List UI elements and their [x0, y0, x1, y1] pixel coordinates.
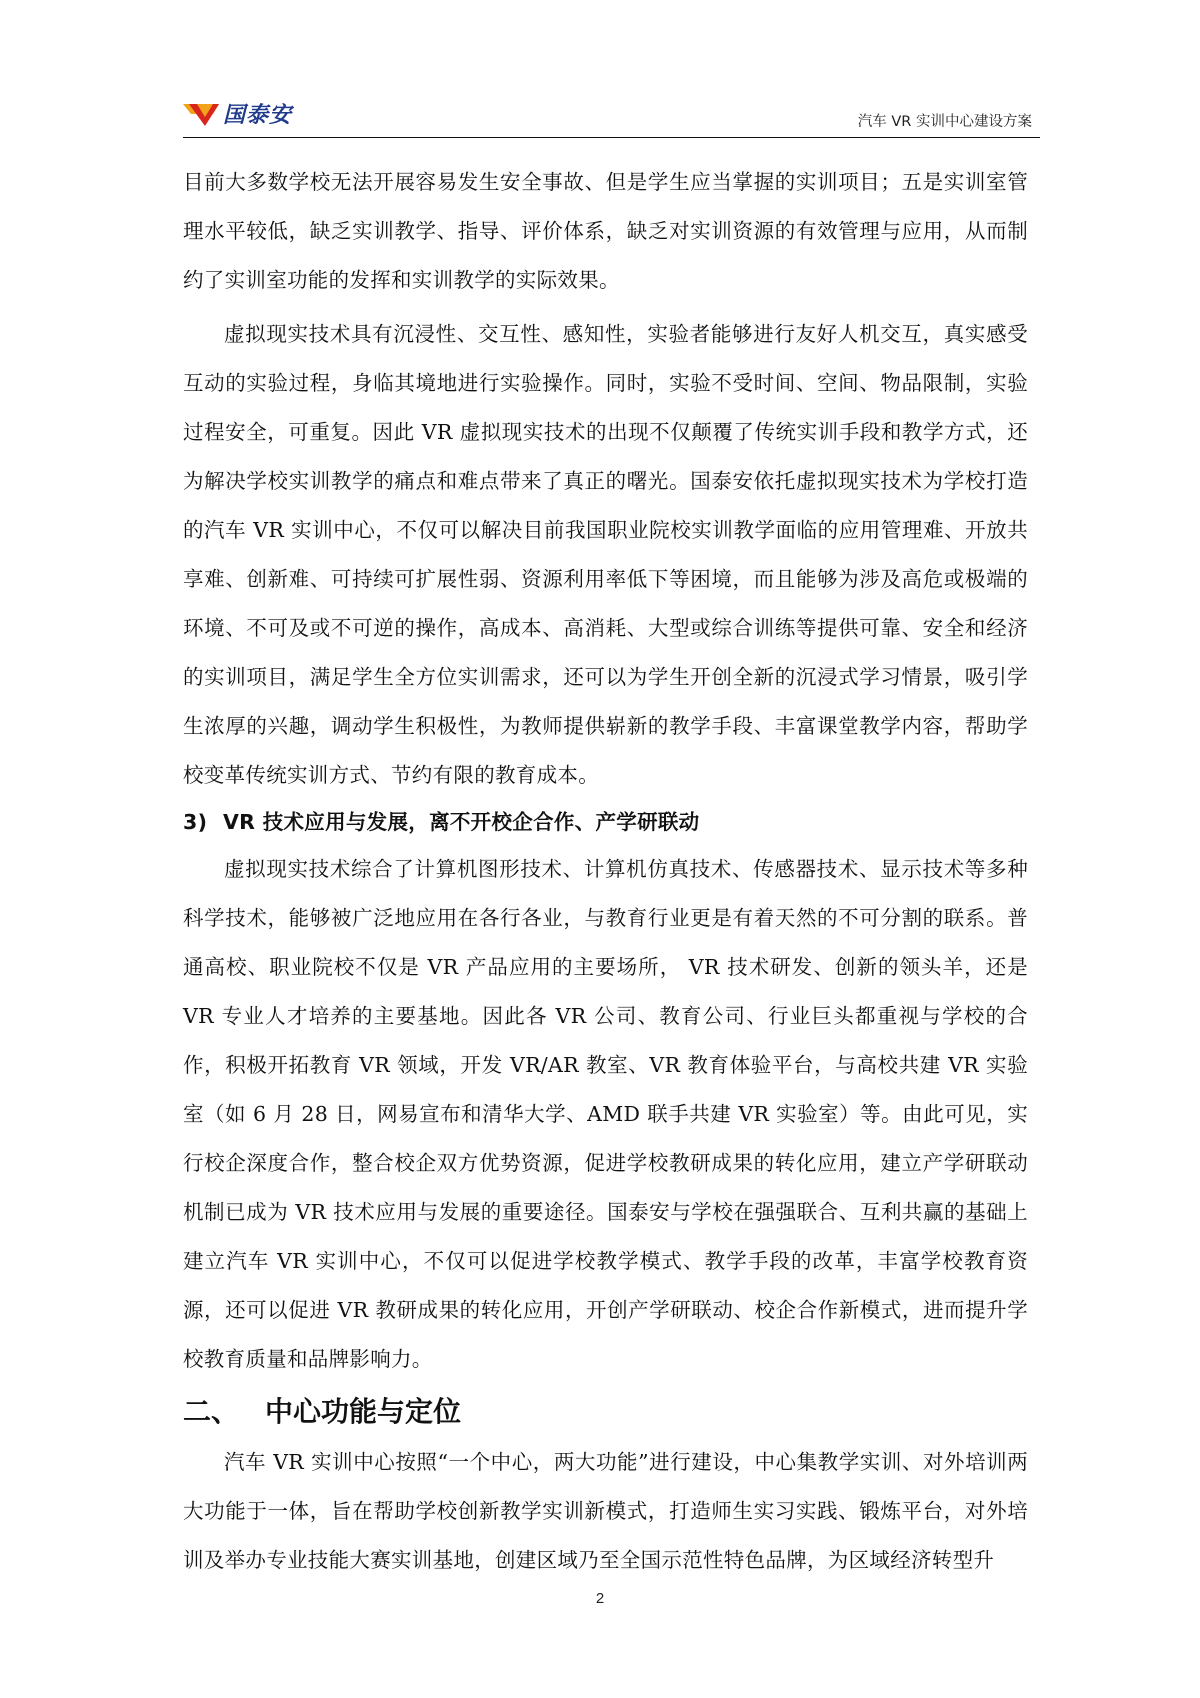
page-number: 2: [595, 1590, 605, 1607]
section-number: 二、: [183, 1395, 240, 1428]
logo-text: 国泰安: [223, 102, 293, 128]
company-logo: [183, 96, 292, 130]
logo-chevron-icon: [183, 98, 219, 128]
paragraph-4: 汽车 VR 实训中心按照“一个中心，两大功能”进行建设，中心集教学实训、对外培训两大功能于一体，旨在帮助学校创新教学实训新模式，打造师生实习实践、锻炼平台，对外培训及举办专业技能大赛实训基地，创建区域乃至全国示范性特色品牌，为区域经济转型升: [183, 1450, 1028, 1572]
section-title: 中心功能与定位: [265, 1395, 462, 1428]
subheading-3: [183, 800, 1028, 845]
document-title: 汽车 VR 实训中心建设方案: [857, 114, 1032, 130]
header-divider: [183, 137, 1040, 138]
paragraph-2: 虚拟现实技术具有沉浸性、交互性、感知性，实验者能够进行友好人机交互，真实感受互动的实验过程，身临其境地进行实验操作。同时，实验不受时间、空间、物品限制，实验过程安全，可重复。因此 VR 虚拟现实技术的出现不仅颠覆了传统实训手段和教学方式，还为解决学校实训教学的痛点和难点带来了真正的曙光。国泰安依托虚拟现实技术为学校打造的汽车 VR 实训中心，不仅可以解决目前我国职业院校实训教学面临的应用管理难、开放共享难、创新难、可持续可扩展性弱、资源利用率低下等困境，而且能够为涉及高危或极端的环境、不可及或不可逆的操作，高成本、高消耗、大型或综合训练等提供可靠、安全和经济的实训项目，满足学生全方位实训需求，还可以为学生开创全新的沉浸式学习情景，吸引学生浓厚的兴趣，调动学生积极性，为教师提供崭新的教学手段、丰富课堂教学内容，帮助学校变革传统实训方式、节约有限的教育成本。: [183, 322, 1028, 787]
page-header: [183, 86, 1040, 138]
subheading-number: 3): [183, 810, 208, 834]
paragraph-1: 目前大多数学校无法开展容易发生安全事故、但是学生应当掌握的实训项目；五是实训室管理水平较低，缺乏实训教学、指导、评价体系，缺乏对实训资源的有效管理与应用，从而制约了实训室功能的发挥和实训教学的实际效果。: [183, 170, 1028, 292]
paragraph-3: 虚拟现实技术综合了计算机图形技术、计算机仿真技术、传感器技术、显示技术等多种科学技术，能够被广泛地应用在各行各业，与教育行业更是有着天然的不可分割的联系。普通高校、职业院校不仅是 VR 产品应用的主要场所， VR 技术研发、创新的领头羊，还是 VR 专业人才培养的主要基地。因此各 VR 公司、教育公司、行业巨头都重视与学校的合作，积极开拓教育 VR 领域，开发 VR/AR 教室、VR 教育体验平台，与高校共建 VR 实验室（如 6 月 28 日，网易宣布和清华大学、AMD 联手共建 VR 实验室）等。由此可见，实行校企深度合作，整合校企双方优势资源，促进学校教研成果的转化应用，建立产学研联动机制已成为 VR 技术应用与发展的重要途径。国泰安与学校在强强联合、互利共赢的基础上建立汽车 VR 实训中心，不仅可以促进学校教学模式、教学手段的改革，丰富学校教育资源，还可以促进 VR 教研成果的转化应用，开创产学研联动、校企合作新模式，进而提升学校教育质量和品牌影响力。: [183, 857, 1028, 1371]
subheading-text: VR 技术应用与发展，离不开校企合作、产学研联动: [223, 810, 700, 834]
page-content: [183, 158, 1028, 1585]
section-heading: [183, 1386, 1028, 1438]
